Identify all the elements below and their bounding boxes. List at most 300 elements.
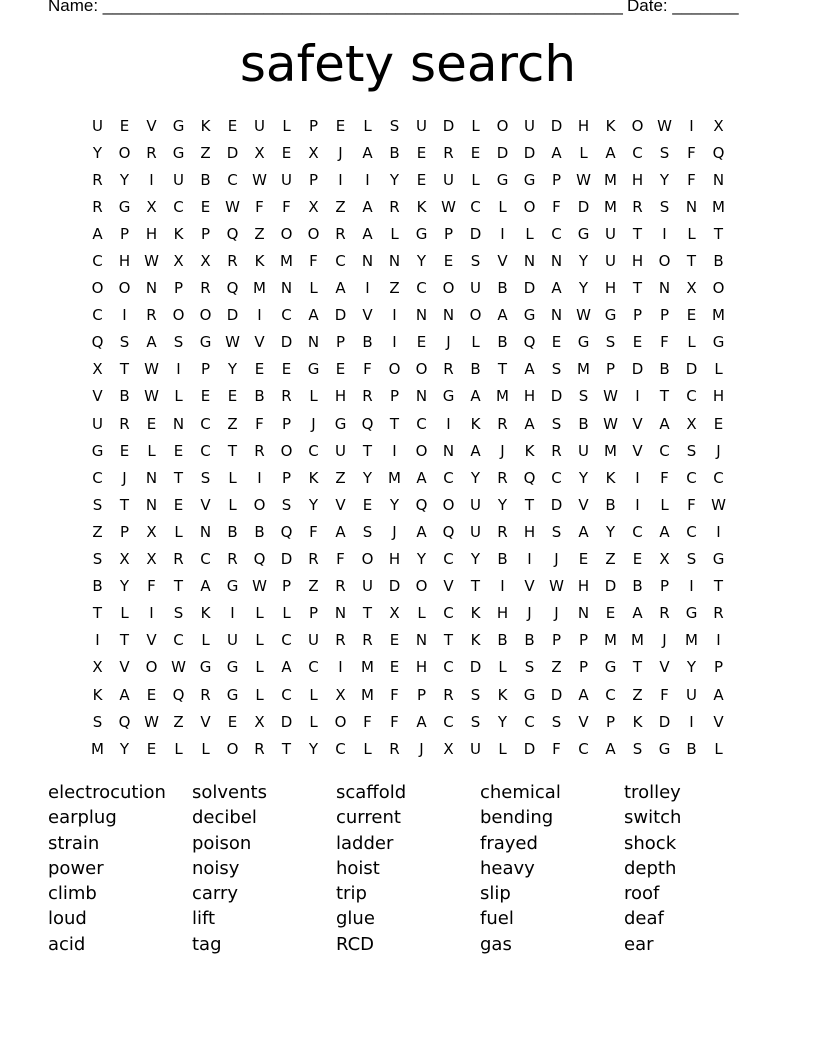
grid-letter: F	[336, 550, 345, 569]
grid-letter: D	[523, 739, 536, 758]
grid-letter: F	[147, 577, 156, 596]
grid-letter: R	[173, 550, 184, 569]
grid-letter: C	[632, 522, 643, 541]
grid-letter: X	[200, 252, 211, 271]
grid-letter: E	[686, 306, 697, 325]
grid-letter: P	[551, 631, 562, 650]
grid-row	[84, 383, 732, 410]
grid-letter: Z	[200, 143, 211, 162]
grid-letter: U	[254, 116, 265, 135]
grid-letter: B	[497, 631, 508, 650]
grid-letter: Q	[91, 333, 104, 352]
grid-letter: R	[335, 631, 346, 650]
grid-letter: I	[446, 414, 451, 433]
grid-letter: H	[523, 522, 536, 541]
grid-letter: T	[713, 577, 724, 596]
grid-letter: U	[578, 441, 589, 460]
grid-letter: X	[308, 197, 319, 216]
grid-letter: I	[122, 306, 127, 325]
grid-letter: R	[281, 387, 292, 406]
grid-letter: A	[416, 712, 427, 731]
grid-letter: L	[660, 495, 669, 514]
grid-letter: E	[335, 116, 346, 135]
grid-letter: I	[392, 333, 397, 352]
grid-letter: I	[257, 468, 262, 487]
grid-letter: W	[144, 252, 159, 271]
grid-letter: A	[497, 306, 508, 325]
grid-letter: N	[388, 252, 401, 271]
grid-letter: L	[687, 224, 696, 243]
grid-letter: R	[497, 414, 508, 433]
grid-letter: I	[500, 577, 505, 596]
grid-letter: I	[689, 712, 694, 731]
grid-letter: R	[254, 441, 265, 460]
grid-letter: R	[551, 441, 562, 460]
grid-letter: G	[118, 197, 131, 216]
grid-letter: A	[362, 143, 373, 162]
grid-letter: G	[523, 685, 536, 704]
grid-letter: Z	[227, 414, 238, 433]
grid-letter: S	[92, 712, 103, 731]
grid-letter: X	[146, 197, 157, 216]
grid-letter: J	[419, 739, 424, 758]
grid-letter: Q	[226, 279, 239, 298]
grid-letter: L	[471, 116, 480, 135]
grid-letter: I	[338, 658, 343, 677]
grid-letter: W	[603, 414, 618, 433]
grid-letter: J	[338, 143, 343, 162]
grid-letter: X	[119, 550, 130, 569]
grid-letter: F	[687, 170, 696, 189]
grid-letter: T	[713, 224, 724, 243]
grid-letter: M	[712, 306, 725, 325]
grid-letter: Y	[227, 360, 238, 379]
grid-letter: O	[226, 739, 239, 758]
grid-letter: I	[392, 441, 397, 460]
grid-letter: S	[200, 468, 211, 487]
grid-letter: G	[496, 170, 509, 189]
grid-row	[84, 302, 732, 329]
grid-letter: B	[686, 739, 697, 758]
grid-letter: N	[307, 333, 320, 352]
grid-letter: N	[145, 468, 158, 487]
grid-row	[84, 220, 732, 247]
grid-letter: Q	[172, 685, 185, 704]
grid-row	[84, 627, 732, 654]
grid-letter: W	[576, 170, 591, 189]
grid-letter: N	[415, 631, 428, 650]
grid-letter: X	[686, 279, 697, 298]
grid-letter: Z	[92, 522, 103, 541]
grid-letter: I	[230, 604, 235, 623]
grid-letter: C	[416, 279, 427, 298]
grid-letter: A	[200, 577, 211, 596]
grid-letter: S	[551, 414, 562, 433]
grid-letter: D	[280, 712, 293, 731]
grid-letter: V	[632, 414, 643, 433]
grid-letter: F	[255, 414, 264, 433]
grid-letter: P	[659, 577, 670, 596]
grid-letter: N	[550, 306, 563, 325]
grid-letter: M	[712, 197, 725, 216]
grid-letter: Q	[415, 495, 428, 514]
grid-letter: K	[254, 252, 265, 271]
grid-letter: R	[227, 550, 238, 569]
grid-letter: R	[659, 604, 670, 623]
grid-letter: X	[254, 712, 265, 731]
grid-letter: X	[443, 739, 454, 758]
grid-letter: E	[146, 739, 157, 758]
grid-letter: W	[144, 360, 159, 379]
word-list-item: solvents	[192, 782, 267, 803]
grid-letter: M	[604, 441, 617, 460]
grid-letter: W	[171, 658, 186, 677]
grid-letter: N	[577, 604, 590, 623]
grid-letter: V	[146, 631, 157, 650]
grid-letter: D	[334, 306, 347, 325]
grid-letter: U	[281, 170, 292, 189]
grid-row	[84, 356, 732, 383]
word-list-item: frayed	[480, 832, 538, 854]
grid-letter: A	[146, 333, 157, 352]
word-list-item: trolley	[624, 782, 681, 803]
grid-letter: B	[200, 170, 211, 189]
grid-letter: M	[361, 685, 374, 704]
grid-letter: G	[604, 658, 617, 677]
grid-letter: A	[659, 414, 670, 433]
grid-letter: I	[149, 604, 154, 623]
grid-letter: S	[551, 522, 562, 541]
grid-letter: U	[335, 441, 346, 460]
grid-row	[84, 546, 732, 573]
grid-letter: A	[524, 360, 535, 379]
grid-letter: C	[470, 197, 481, 216]
grid-row	[84, 518, 732, 545]
grid-letter: R	[389, 739, 400, 758]
grid-letter: G	[334, 414, 347, 433]
grid-letter: U	[470, 279, 481, 298]
grid-letter: U	[524, 116, 535, 135]
grid-letter: C	[335, 739, 346, 758]
grid-letter: V	[497, 252, 508, 271]
grid-letter: E	[632, 333, 643, 352]
grid-letter: K	[92, 685, 103, 704]
grid-letter: U	[605, 252, 616, 271]
word-list	[48, 780, 768, 957]
grid-letter: B	[227, 522, 238, 541]
grid-letter: O	[199, 306, 212, 325]
grid-letter: Q	[523, 333, 536, 352]
grid-letter: B	[497, 279, 508, 298]
grid-letter: L	[714, 739, 723, 758]
grid-letter: J	[500, 441, 505, 460]
grid-letter: P	[416, 685, 427, 704]
grid-letter: R	[443, 143, 454, 162]
grid-letter: X	[92, 360, 103, 379]
grid-letter: I	[500, 224, 505, 243]
grid-letter: C	[416, 414, 427, 433]
grid-letter: L	[282, 116, 291, 135]
grid-letter: I	[662, 224, 667, 243]
grid-letter: S	[173, 604, 184, 623]
grid-letter: U	[92, 116, 103, 135]
grid-letter: Q	[280, 522, 293, 541]
grid-letter: N	[172, 414, 185, 433]
grid-letter: C	[686, 387, 697, 406]
grid-letter: C	[281, 306, 292, 325]
grid-letter: H	[334, 387, 347, 406]
grid-letter: R	[389, 197, 400, 216]
grid-letter: Y	[119, 170, 130, 189]
grid-letter: T	[686, 252, 697, 271]
grid-letter: A	[524, 414, 535, 433]
grid-letter: K	[200, 604, 211, 623]
grid-letter: F	[282, 197, 291, 216]
grid-letter: T	[497, 360, 508, 379]
grid-letter: C	[443, 550, 454, 569]
grid-letter: C	[443, 658, 454, 677]
grid-letter: D	[388, 577, 401, 596]
grid-letter: O	[712, 279, 725, 298]
worksheet-header	[48, 0, 748, 22]
grid-letter: R	[254, 739, 265, 758]
grid-letter: E	[227, 712, 238, 731]
grid-letter: N	[685, 197, 698, 216]
grid-letter: X	[713, 116, 724, 135]
grid-letter: H	[712, 387, 725, 406]
grid-letter: Z	[335, 197, 346, 216]
grid-letter: Z	[254, 224, 265, 243]
grid-letter: J	[554, 550, 559, 569]
grid-letter: J	[662, 631, 667, 650]
grid-letter: N	[712, 170, 725, 189]
grid-letter: O	[253, 495, 266, 514]
grid-letter: Y	[659, 170, 670, 189]
grid-letter: P	[578, 631, 589, 650]
grid-letter: P	[308, 116, 319, 135]
grid-letter: Y	[308, 495, 319, 514]
grid-letter: C	[443, 468, 454, 487]
grid-letter: L	[309, 712, 318, 731]
grid-letter: C	[524, 712, 535, 731]
grid-letter: C	[281, 685, 292, 704]
grid-letter: K	[308, 468, 319, 487]
grid-letter: O	[280, 441, 293, 460]
grid-row	[84, 275, 732, 302]
grid-letter: D	[226, 143, 239, 162]
grid-letter: C	[551, 468, 562, 487]
grid-letter: P	[632, 306, 643, 325]
grid-letter: V	[578, 712, 589, 731]
grid-letter: S	[578, 387, 589, 406]
grid-letter: H	[388, 550, 401, 569]
grid-letter: Q	[712, 143, 725, 162]
grid-letter: C	[659, 441, 670, 460]
grid-letter: G	[415, 224, 428, 243]
grid-letter: C	[200, 550, 211, 569]
grid-letter: N	[442, 306, 455, 325]
letter-grid	[84, 112, 732, 762]
grid-letter: Q	[253, 550, 266, 569]
grid-row	[84, 708, 732, 735]
grid-letter: O	[145, 658, 158, 677]
grid-letter: M	[280, 252, 293, 271]
grid-letter: A	[578, 522, 589, 541]
grid-letter: Z	[173, 712, 184, 731]
grid-letter: S	[686, 441, 697, 460]
grid-letter: P	[389, 387, 400, 406]
grid-letter: S	[605, 333, 616, 352]
grid-letter: G	[226, 577, 239, 596]
grid-letter: O	[631, 116, 644, 135]
grid-letter: H	[118, 252, 131, 271]
grid-letter: Y	[92, 143, 103, 162]
grid-letter: V	[254, 333, 265, 352]
grid-letter: U	[470, 495, 481, 514]
grid-letter: R	[92, 197, 103, 216]
grid-letter: L	[471, 333, 480, 352]
grid-letter: P	[605, 712, 616, 731]
word-list-item: lift	[192, 908, 216, 930]
grid-letter: M	[604, 197, 617, 216]
grid-letter: O	[442, 495, 455, 514]
word-list-item: bending	[480, 807, 554, 829]
grid-letter: X	[659, 550, 670, 569]
grid-letter: L	[255, 604, 264, 623]
grid-letter: L	[120, 604, 129, 623]
word-list-item: strain	[48, 832, 100, 854]
grid-letter: T	[119, 495, 130, 514]
grid-letter: U	[686, 685, 697, 704]
grid-letter: Q	[118, 712, 131, 731]
grid-letter: R	[146, 143, 157, 162]
grid-letter: I	[338, 170, 343, 189]
grid-letter: L	[525, 224, 534, 243]
grid-letter: P	[578, 658, 589, 677]
grid-letter: F	[660, 685, 669, 704]
grid-letter: T	[362, 441, 373, 460]
grid-letter: A	[470, 387, 481, 406]
word-list-item: ear	[624, 933, 654, 955]
grid-letter: G	[577, 224, 590, 243]
grid-letter: C	[578, 739, 589, 758]
grid-letter: G	[199, 333, 212, 352]
grid-letter: R	[443, 685, 454, 704]
grid-letter: A	[416, 468, 427, 487]
grid-letter: E	[605, 604, 616, 623]
word-list-item: depth	[624, 857, 677, 879]
grid-letter: V	[713, 712, 724, 731]
grid-letter: R	[713, 604, 724, 623]
grid-letter: U	[308, 631, 319, 650]
grid-row	[84, 437, 732, 464]
word-list-item: RCD	[336, 933, 375, 955]
grid-letter: E	[416, 333, 427, 352]
grid-letter: N	[523, 252, 536, 271]
grid-letter: G	[604, 306, 617, 325]
grid-letter: K	[605, 116, 616, 135]
grid-letter: L	[201, 631, 210, 650]
grid-letter: G	[523, 170, 536, 189]
grid-letter: S	[686, 550, 697, 569]
grid-letter: P	[605, 360, 616, 379]
grid-letter: K	[470, 414, 481, 433]
grid-letter: A	[281, 658, 292, 677]
grid-letter: Y	[470, 550, 481, 569]
grid-letter: A	[659, 522, 670, 541]
grid-letter: M	[496, 387, 509, 406]
grid-letter: F	[687, 143, 696, 162]
grid-letter: I	[149, 170, 154, 189]
grid-letter: A	[335, 522, 346, 541]
grid-row	[84, 193, 732, 220]
grid-letter: N	[361, 252, 374, 271]
grid-letter: U	[443, 170, 454, 189]
grid-letter: H	[523, 387, 536, 406]
grid-letter: E	[173, 441, 184, 460]
grid-letter: R	[146, 306, 157, 325]
grid-letter: T	[632, 279, 643, 298]
grid-letter: D	[496, 143, 509, 162]
grid-letter: L	[498, 658, 507, 677]
grid-letter: O	[523, 197, 536, 216]
grid-letter: G	[226, 658, 239, 677]
grid-letter: A	[119, 685, 130, 704]
word-list-item: glue	[336, 908, 375, 930]
grid-row	[84, 600, 732, 627]
word-list-item: heavy	[480, 857, 535, 879]
grid-letter: F	[660, 468, 669, 487]
grid-letter: Y	[497, 495, 508, 514]
grid-letter: X	[173, 252, 184, 271]
grid-row	[84, 247, 732, 274]
grid-letter: Z	[605, 550, 616, 569]
grid-letter: O	[280, 224, 293, 243]
grid-letter: P	[659, 306, 670, 325]
grid-letter: S	[119, 333, 130, 352]
grid-letter: L	[255, 658, 264, 677]
grid-letter: E	[119, 116, 130, 135]
grid-letter: R	[119, 414, 130, 433]
grid-letter: W	[657, 116, 672, 135]
grid-letter: A	[92, 224, 103, 243]
grid-letter: B	[254, 387, 265, 406]
grid-letter: K	[632, 712, 643, 731]
grid-letter: A	[551, 279, 562, 298]
grid-letter: P	[281, 414, 292, 433]
word-list-item: current	[336, 807, 401, 829]
grid-letter: M	[604, 631, 617, 650]
grid-letter: L	[282, 604, 291, 623]
grid-letter: L	[255, 631, 264, 650]
grid-letter: I	[176, 360, 181, 379]
grid-letter: S	[389, 116, 400, 135]
grid-letter: B	[470, 360, 481, 379]
grid-letter: B	[497, 550, 508, 569]
grid-letter: P	[281, 577, 292, 596]
grid-letter: K	[200, 116, 211, 135]
grid-letter: T	[632, 658, 643, 677]
grid-letter: L	[309, 387, 318, 406]
grid-row	[84, 681, 732, 708]
grid-letter: H	[496, 604, 509, 623]
grid-letter: A	[416, 522, 427, 541]
grid-letter: P	[713, 658, 724, 677]
grid-letter: X	[146, 550, 157, 569]
grid-letter: R	[200, 279, 211, 298]
grid-letter: S	[470, 712, 481, 731]
grid-letter: S	[281, 495, 292, 514]
